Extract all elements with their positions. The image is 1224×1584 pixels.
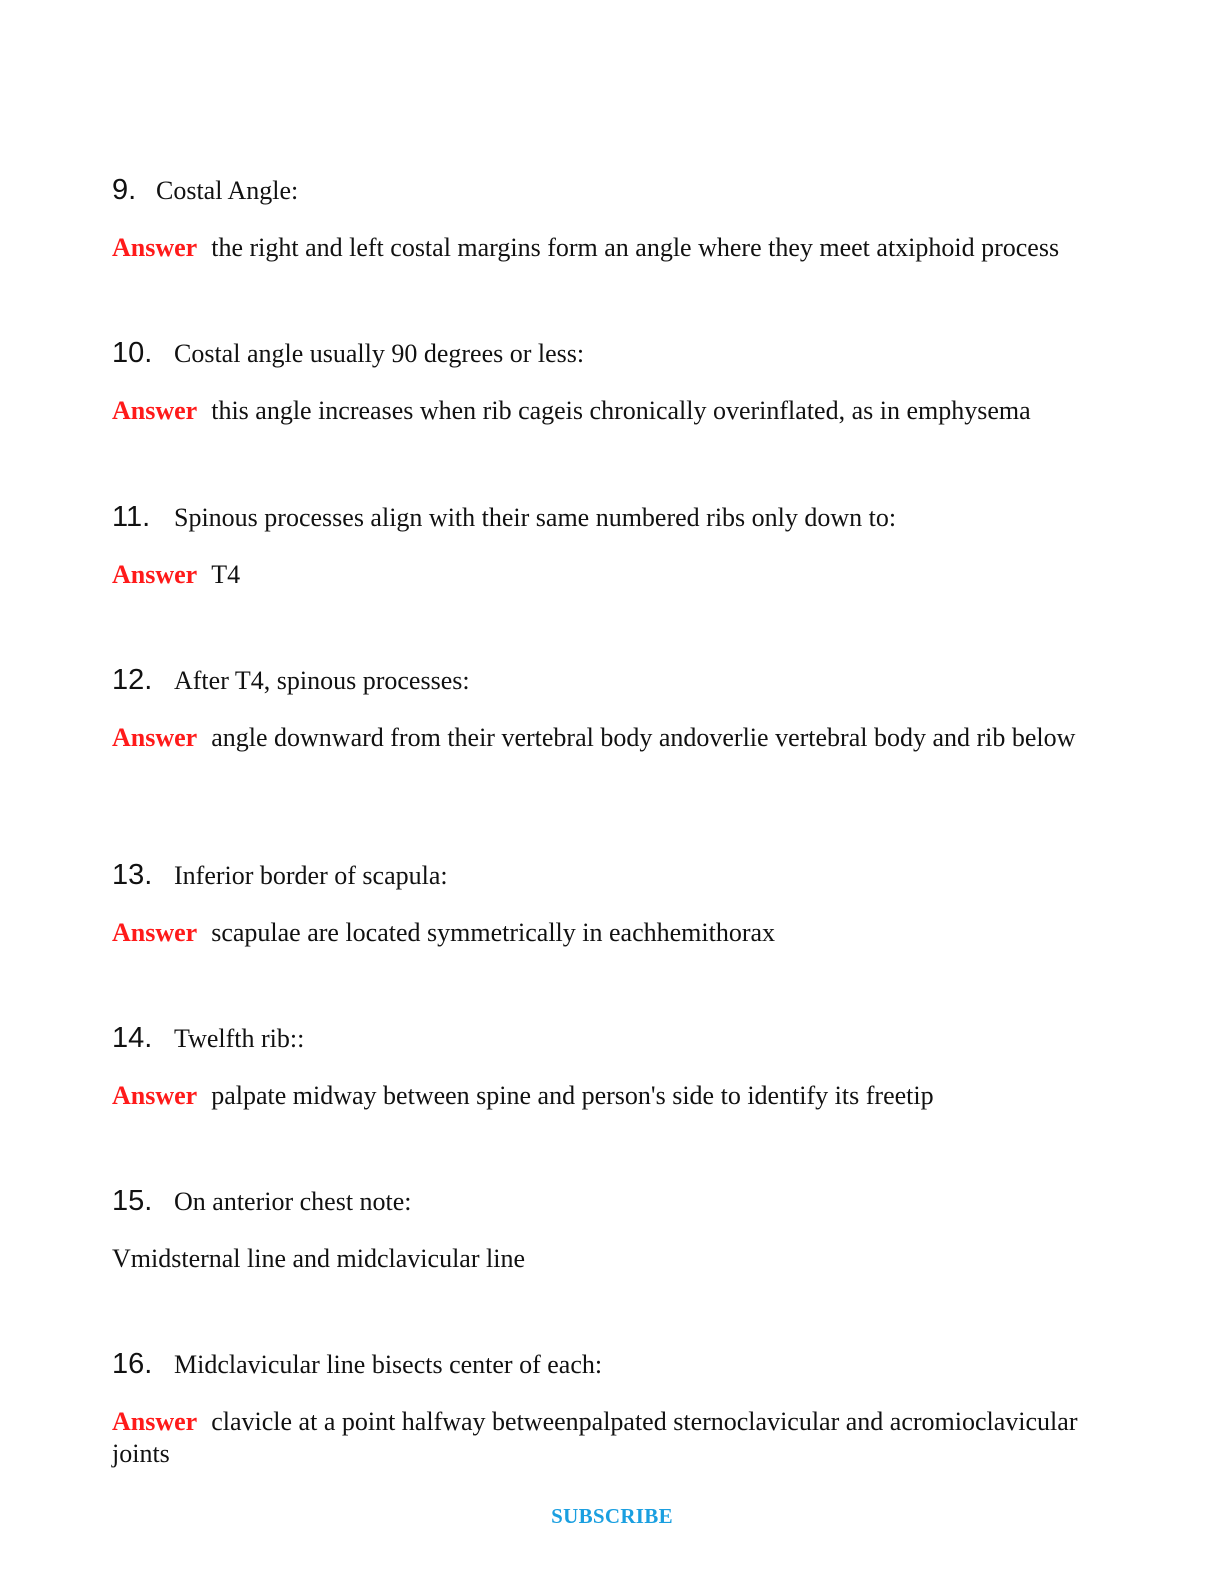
question-number: 16. — [112, 1348, 153, 1380]
question-number: 15. — [112, 1185, 153, 1217]
answer-label: Answer — [112, 560, 198, 589]
answer-label: Answer — [112, 723, 198, 752]
qa-item-11 — [112, 497, 1122, 591]
question-number: 10. — [112, 337, 153, 369]
question-number: 14. — [112, 1022, 153, 1054]
subscribe-link[interactable]: SUBSCRIBE — [551, 1504, 673, 1528]
answer-block — [112, 232, 1122, 264]
answer-block — [112, 917, 1122, 949]
qa-item-14 — [112, 1018, 1122, 1112]
question-text: On anterior chest note: — [174, 1187, 412, 1216]
answer-label: Answer — [112, 918, 198, 947]
answer-block — [112, 395, 1122, 427]
question-line — [112, 333, 1122, 373]
qa-item-15 — [112, 1181, 1122, 1275]
answer-label: Answer — [112, 233, 198, 262]
question-text: Costal Angle: — [156, 176, 299, 205]
answer-block — [112, 559, 1122, 591]
question-line — [112, 1344, 1122, 1384]
answer-text: angle downward from their vertebral body andoverlie vertebral body and rib below — [211, 723, 1076, 752]
answer-block — [112, 1080, 1122, 1112]
answer-label: Answer — [112, 1081, 198, 1110]
answer-block — [112, 1243, 1122, 1275]
answer-text: clavicle at a point halfway betweenpalpated sternoclavicular and acromioclavicular joints — [112, 1407, 1078, 1468]
answer-text: palpate midway between spine and person's side to identify its freetip — [211, 1081, 934, 1110]
qa-item-12 — [112, 660, 1122, 754]
qa-item-13 — [112, 855, 1122, 949]
answer-label: Answer — [112, 396, 198, 425]
question-line — [112, 497, 1122, 537]
answer-text: Vmidsternal line and midclavicular line — [112, 1244, 525, 1273]
question-line — [112, 855, 1122, 895]
answer-text: this angle increases when rib cageis chronically overinflated, as in emphysema — [211, 396, 1031, 425]
qa-item-9 — [112, 170, 1122, 264]
answer-block — [112, 722, 1122, 754]
answer-text: scapulae are located symmetrically in eachhemithorax — [211, 918, 776, 947]
question-text: Inferior border of scapula: — [174, 861, 448, 890]
question-text: Spinous processes align with their same numbered ribs only down to: — [174, 503, 897, 532]
question-line — [112, 170, 1122, 210]
question-text: Midclavicular line bisects center of each: — [174, 1350, 603, 1379]
question-number: 13. — [112, 859, 153, 891]
answer-text: the right and left costal margins form an angle where they meet atxiphoid process — [211, 233, 1060, 262]
question-line — [112, 1181, 1122, 1221]
question-number: 9. — [112, 174, 137, 206]
qa-item-16 — [112, 1344, 1122, 1470]
qa-item-10 — [112, 333, 1122, 427]
question-text: Twelfth rib:: — [174, 1024, 305, 1053]
question-number: 11. — [112, 501, 151, 533]
answer-label: Answer — [112, 1407, 198, 1436]
answer-block — [112, 1406, 1122, 1470]
question-line — [112, 1018, 1122, 1058]
question-text: After T4, spinous processes: — [174, 666, 470, 695]
question-line — [112, 660, 1122, 700]
answer-text: T4 — [211, 560, 241, 589]
question-text: Costal angle usually 90 degrees or less: — [174, 339, 585, 368]
question-number: 12. — [112, 664, 153, 696]
